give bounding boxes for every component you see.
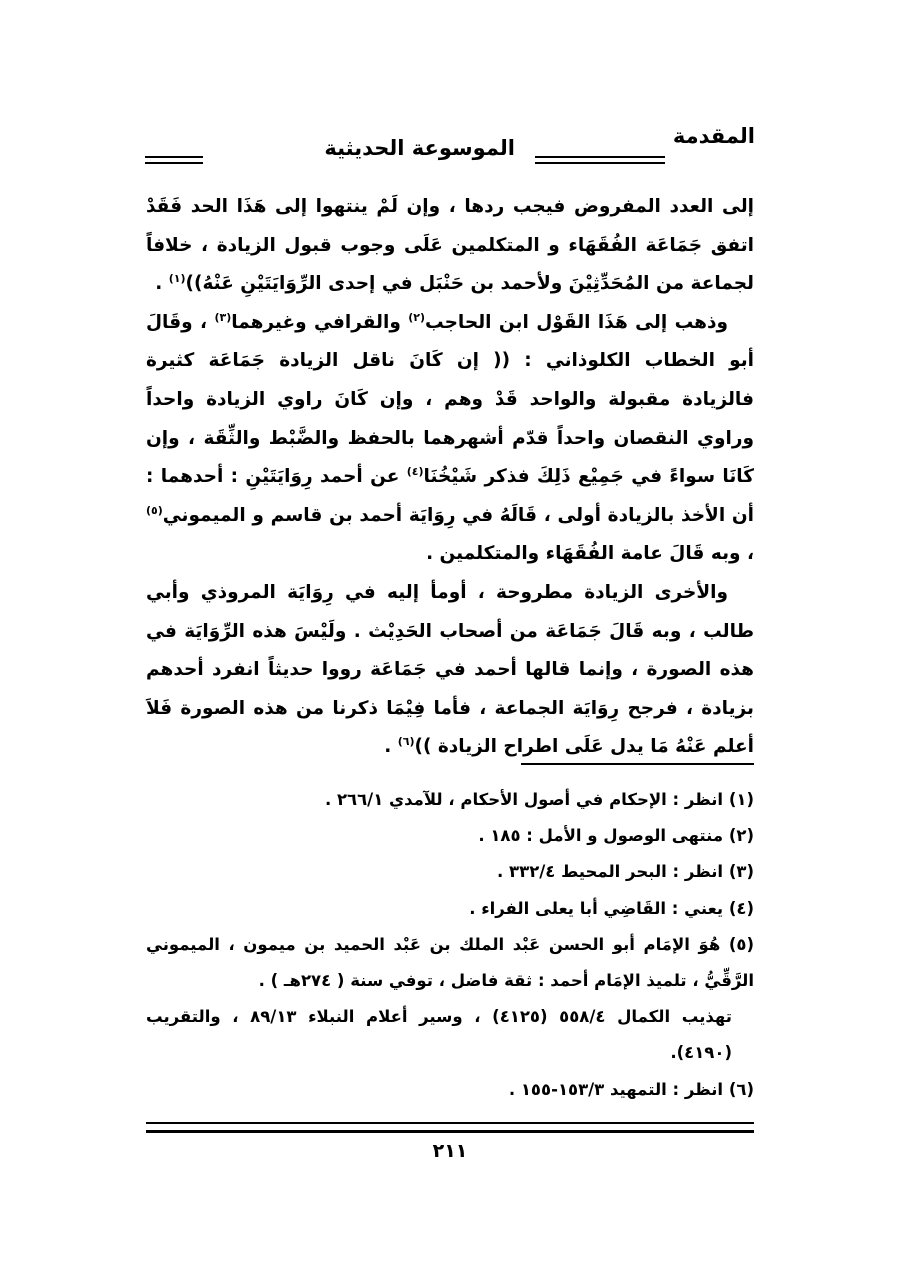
book-title: الموسوعة الحديثية: [324, 136, 515, 160]
footnote-5: (٥) هُوَ الإمَام أبو الحسن عَبْد الملك بن عَبْد الحميد بن ميمون ، الميموني الرَّقِّيُّ ، تلميذ الإمَام أحمد : ثقة فاضل ، توفي سنة ( ٢٧٤هـ ) .: [146, 934, 754, 991]
footnote-separator: [521, 763, 754, 765]
body-text: [146, 188, 754, 767]
footnotes: [146, 782, 754, 1108]
footnote-ref-3[interactable]: (٣): [214, 310, 232, 324]
paragraph-2: [146, 304, 754, 574]
p1-text: إلى العدد المفروض فيجب ردها ، وإن لَمْ ينتهوا إلى هَذَا الحد فَقَدْ اتفق جَمَاعَة الفُقَهَاء و المتكلمين عَلَى وجوب قبول الزيادة ، خلافاً لجماعة من المُحَدِّثِيْنَ ولأحمد بن حَنْبَل في إحدى الرِّوَايَتَيْنِ عَنْهُ)): [146, 196, 754, 295]
paragraph-3: [146, 574, 754, 767]
footnote-4: (٤) يعني : القَاضِي أبا يعلى الفراء .: [469, 898, 754, 918]
footnote-ref-1[interactable]: (١): [168, 272, 186, 286]
footnote-1: (١) انظر : الإحكام في أصول الأحكام ، للآمدي ٢٦٦/١ .: [324, 790, 754, 809]
footnote-ref-6[interactable]: (٦): [397, 735, 415, 749]
p2-text-d: عن أحمد رِوَايَتَيْنِ : أحدهما : أن الأخذ بالزيادة أولى ، قَالَهُ في رِوَايَة أحمد بن قاسم و الميموني: [146, 466, 754, 526]
page-header: [145, 120, 755, 170]
p2-text-c: ، وقَالَ أبو الخطاب الكلوذاني : (( إن كَانَ ناقل الزيادة جَمَاعَة كثيرة فالزيادة مقبولة والواحد قَدْ وهم ، وإن كَانَ راوي الزيادة واحداً وراوي النقصان واحداً قدّم أشهرهما بالحفظ والضَّبْط والثِّقَة ، وإن كَانَا سواءً في جَمِيْع ذَلِكَ فذكر شَيْخُنَا: [146, 311, 754, 488]
footnote-2: (٢) منتهى الوصول و الأمل : ١٨٥ .: [478, 826, 754, 846]
footnote-ref-2[interactable]: (٢): [408, 310, 426, 324]
footnote-ref-5[interactable]: (٥): [146, 503, 163, 517]
section-title: المقدمة: [672, 124, 755, 148]
footnote-5-sources: تهذيب الكمال ٥٥٨/٤ (٤١٢٥) ، وسير أعلام النبلاء ٨٩/١٣ ، والتقريب (٤١٩٠).: [146, 1007, 733, 1063]
p2-text-a: وذهب إلى هَذَا القَوْل ابن الحاجب: [425, 311, 728, 333]
paragraph-1: [146, 188, 754, 304]
p3-tail: .: [384, 736, 398, 758]
footer-rule: [146, 1122, 754, 1133]
p2-text-e: ، وبه قَالَ عامة الفُقَهَاء والمتكلمين .: [426, 543, 754, 565]
footnote-3: (٣) انظر : البحر المحيط ٣٣٢/٤ .: [497, 862, 754, 882]
footnote-6: (٦) انظر : التمهيد ١٥٣/٣-١٥٥ .: [508, 1079, 754, 1099]
p1-tail: .: [155, 273, 169, 295]
p3-text: والأخرى الزيادة مطروحة ، أومأ إليه في رِوَايَة المروذي وأبي طالب ، وبه قَالَ جَمَاعَة من أصحاب الحَدِيْث . ولَيْسَ هذه الرِّوَايَة في هذه الصورة ، وإنما قالها أحمد في جَمَاعَة رووا حديثاً انفرد أحدهم بزيادة ، فرجح رِوَايَة الجماعة ، فأما فِيْمَا ذكرنا من هذه الصورة فَلاَ أعلم عَنْهُ مَا يدل عَلَى اطراح الزيادة )): [146, 581, 754, 758]
header-rule-left: [145, 156, 203, 164]
header-rule-right: [535, 156, 665, 164]
p2-text-b: والقرافي وغيرهما: [231, 311, 409, 333]
page-number: ٢١١: [432, 1140, 468, 1162]
footnote-ref-4[interactable]: (٤): [406, 465, 424, 478]
